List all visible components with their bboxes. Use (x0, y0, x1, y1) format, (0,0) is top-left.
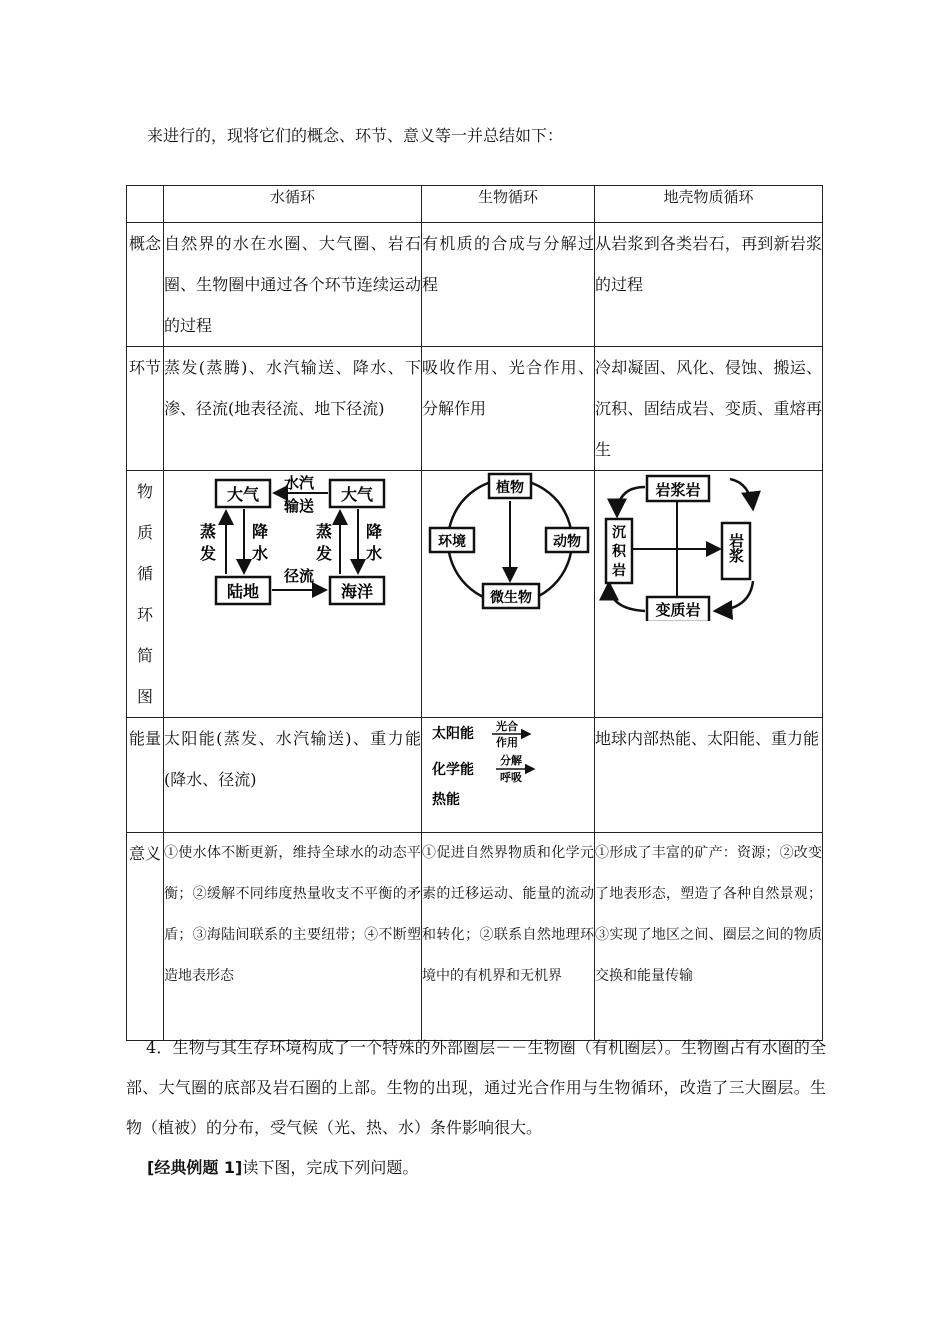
energy-photo2: 作用 (496, 736, 518, 749)
energy-crust: 地球内部热能、太阳能、重力能 (595, 718, 823, 833)
meaning-bio: ①促进自然界物质和化学元素的迁移运动、能量的流动和转化；②联系自然地理环境中的有机界和无机界 (422, 833, 595, 1041)
row-label-energy: 能量 (127, 718, 164, 833)
energy-bio-diagram (422, 718, 595, 833)
label-env: 环境 (438, 534, 466, 550)
label-magma-rock: 岩浆岩 (655, 481, 701, 499)
intro-text: 来进行的，现将它们的概念、环节、意义等一并总结如下： (147, 126, 564, 145)
energy-photo1: 光合 (496, 720, 518, 733)
label-sed1: 沉 (612, 525, 626, 541)
label-vapor1: 水汽 (283, 474, 315, 492)
header-water-cycle: 水循环 (164, 186, 422, 223)
concept-crust: 从岩浆到各类岩石，再到新岩浆的过程 (595, 223, 823, 347)
row-label-concept: 概念 (127, 223, 164, 347)
label-magma: 岩浆 (727, 533, 745, 563)
table-row-energy (127, 718, 823, 833)
table-header-row (127, 186, 823, 223)
row-label-diagram: 物质循环简图 (127, 471, 164, 718)
bio-cycle-diagram (422, 471, 595, 718)
header-bio-cycle: 生物循环 (422, 186, 595, 223)
table-row-concept (127, 223, 823, 347)
energy-decomp: 分解 (500, 754, 522, 767)
concept-bio: 有机质的合成与分解过程 (422, 223, 595, 347)
stage-water: 蒸发(蒸腾)、水汽输送、降水、下渗、径流(地表径流、地下径流) (164, 347, 422, 471)
label-land: 陆地 (226, 582, 260, 601)
energy-chem: 化学能 (432, 762, 474, 778)
table-row-diagram (127, 471, 823, 718)
label-rain2a: 降 (365, 522, 383, 541)
label-metamorphic: 变质岩 (655, 601, 701, 619)
label-evap1a: 蒸 (199, 522, 217, 541)
energy-heat: 热能 (432, 792, 460, 808)
energy-solar: 太阳能 (432, 726, 474, 742)
label-rain1a: 降 (251, 522, 269, 541)
label-evap1b: 发 (199, 544, 217, 563)
table-row-meaning (127, 833, 823, 1041)
label-plant: 植物 (496, 480, 524, 496)
label-atm2: 大气 (340, 485, 374, 504)
stage-crust: 冷却凝固、风化、侵蚀、搬运、沉积、固结成岩、变质、重熔再生 (595, 347, 823, 471)
cycle-summary-table (126, 185, 823, 1041)
header-crust-cycle: 地壳物质循环 (595, 186, 823, 223)
water-cycle-svg (164, 471, 422, 621)
label-evap2b: 发 (315, 544, 333, 563)
label-vapor2: 输送 (283, 497, 315, 515)
meaning-crust: ①形成了丰富的矿产：资源；②改变了地表形态，塑造了各种自然景观；③实现了地区之间、圈层之间的物质交换和能量传输 (595, 833, 823, 1041)
header-empty (127, 186, 164, 223)
example-text: 读下图，完成下列问题。 (242, 1158, 419, 1177)
example-line (147, 1148, 807, 1188)
energy-bio-svg (422, 718, 595, 818)
label-sed3: 岩 (612, 563, 626, 579)
bio-cycle-svg (422, 471, 595, 621)
label-ocean: 海洋 (340, 582, 374, 601)
energy-water: 太阳能(蒸发、水汽输送)、重力能(降水、径流) (164, 718, 422, 833)
energy-resp: 呼吸 (500, 771, 522, 784)
label-atm1: 大气 (226, 485, 260, 504)
water-cycle-diagram (164, 471, 422, 718)
crust-cycle-diagram (595, 471, 823, 718)
paragraph-4: 4．生物与其生存环境构成了一个特殊的外部圈层－－生物圈（有机圈层）。生物圈占有水圈的全部、大气圈的底部及岩石圈的上部。生物的出现，通过光合作用与生物循环，改造了三大圈层。生物（植被）的分布，受气候（光、热、水）条件影响很大。 (126, 1038, 826, 1137)
meaning-water: ①使水体不断更新，维持全球水的动态平衡；②缓解不同纬度热量收支不平衡的矛盾；③海陆间联系的主要纽带；④不断塑造地表形态 (164, 833, 422, 1041)
label-micro: 微生物 (490, 590, 532, 606)
row-label-stage: 环节 (127, 347, 164, 471)
label-rain1b: 水 (251, 544, 269, 563)
table-row-stage (127, 347, 823, 471)
label-sed2: 积 (612, 544, 626, 560)
label-evap2a: 蒸 (315, 522, 333, 541)
crust-cycle-svg (595, 471, 823, 621)
label-rain2b: 水 (365, 544, 383, 563)
example-tag: [经典例题 1] (147, 1158, 243, 1177)
label-runoff: 径流 (283, 567, 315, 585)
stage-bio: 吸收作用、光合作用、分解作用 (422, 347, 595, 471)
row-label-meaning: 意义 (127, 833, 164, 1041)
concept-water: 自然界的水在水圈、大气圈、岩石圈、生物圈中通过各个环节连续运动的过程 (164, 223, 422, 347)
label-animal: 动物 (553, 534, 581, 550)
